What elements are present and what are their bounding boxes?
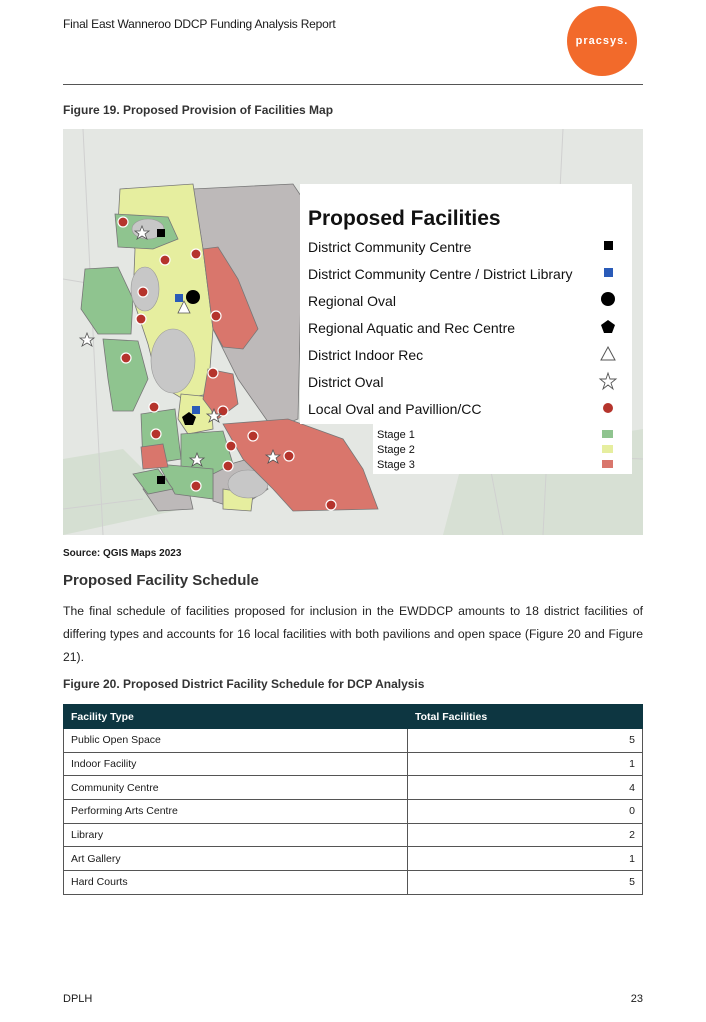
total-cell: 4: [408, 776, 643, 800]
stage-3-label: Stage 3: [377, 459, 415, 471]
map-source: Source: QGIS Maps 2023: [63, 548, 182, 559]
stage-1-label: Stage 1: [377, 429, 415, 441]
legend-item-indoor-rec: District Indoor Rec: [308, 347, 424, 363]
blue-square-icon: [604, 268, 613, 277]
table-row: [64, 800, 643, 824]
pracsys-logo: [567, 6, 637, 76]
facility-type-cell: Art Gallery: [64, 847, 408, 871]
stage-3-swatch: [602, 460, 613, 468]
table-row: [64, 823, 643, 847]
facility-type-cell: Public Open Space: [64, 729, 408, 753]
legend-item-district-oval: District Oval: [308, 374, 384, 390]
legend-title: Proposed Facilities: [308, 207, 501, 230]
total-cell: 1: [408, 847, 643, 871]
stage-2-swatch: [602, 445, 613, 453]
facility-type-cell: Library: [64, 823, 408, 847]
facility-type-cell: Community Centre: [64, 776, 408, 800]
legend-item-community-centre-library: District Community Centre / District Library: [308, 266, 573, 282]
table-row: [64, 847, 643, 871]
footer-organisation: DPLH: [63, 993, 93, 1005]
facility-type-cell: Hard Courts: [64, 871, 408, 895]
total-cell: 2: [408, 823, 643, 847]
total-cell: 5: [408, 729, 643, 753]
logo-text: pracsys.: [575, 35, 629, 47]
facility-schedule-table: [63, 704, 643, 895]
facility-type-cell: Performing Arts Centre: [64, 800, 408, 824]
column-header-facility-type: Facility Type: [64, 705, 408, 729]
column-header-total-facilities: Total Facilities: [408, 705, 643, 729]
table-row: [64, 871, 643, 895]
black-circle-icon: [601, 292, 615, 306]
stage-1-swatch: [602, 430, 613, 438]
legend-item-aquatic-centre: Regional Aquatic and Rec Centre: [308, 320, 516, 336]
facilities-map: [63, 129, 643, 535]
figure-19-caption: Figure 19. Proposed Provision of Facilities Map: [63, 103, 334, 117]
page-number: 23: [630, 993, 643, 1005]
figure-20-caption: Figure 20. Proposed District Facility Schedule for DCP Analysis: [63, 677, 425, 691]
table-row: [64, 752, 643, 776]
body-paragraph: The final schedule of facilities proposed for inclusion in the EWDDCP amounts to 18 district facilities of differing types and accounts for 16 local facilities with both pavilions and open space (Figure 20 and Figure 21).: [63, 604, 643, 664]
report-title: Final East Wanneroo DDCP Funding Analysis Report: [63, 17, 336, 31]
black-square-icon: [604, 241, 613, 250]
legend-item-regional-oval: Regional Oval: [308, 293, 396, 309]
total-cell: 5: [408, 871, 643, 895]
red-circle-icon: [603, 403, 613, 413]
facility-type-cell: Indoor Facility: [64, 752, 408, 776]
total-cell: 0: [408, 800, 643, 824]
stage-2-label: Stage 2: [377, 444, 415, 456]
table-row: [64, 729, 643, 753]
header-divider: [63, 84, 643, 85]
legend-item-local-oval: Local Oval and Pavillion/CC: [308, 401, 482, 417]
total-cell: 1: [408, 752, 643, 776]
table-row: [64, 776, 643, 800]
section-heading: Proposed Facility Schedule: [63, 572, 259, 589]
table-header-row: [64, 705, 643, 729]
legend-item-district-community-centre: District Community Centre: [308, 239, 472, 255]
